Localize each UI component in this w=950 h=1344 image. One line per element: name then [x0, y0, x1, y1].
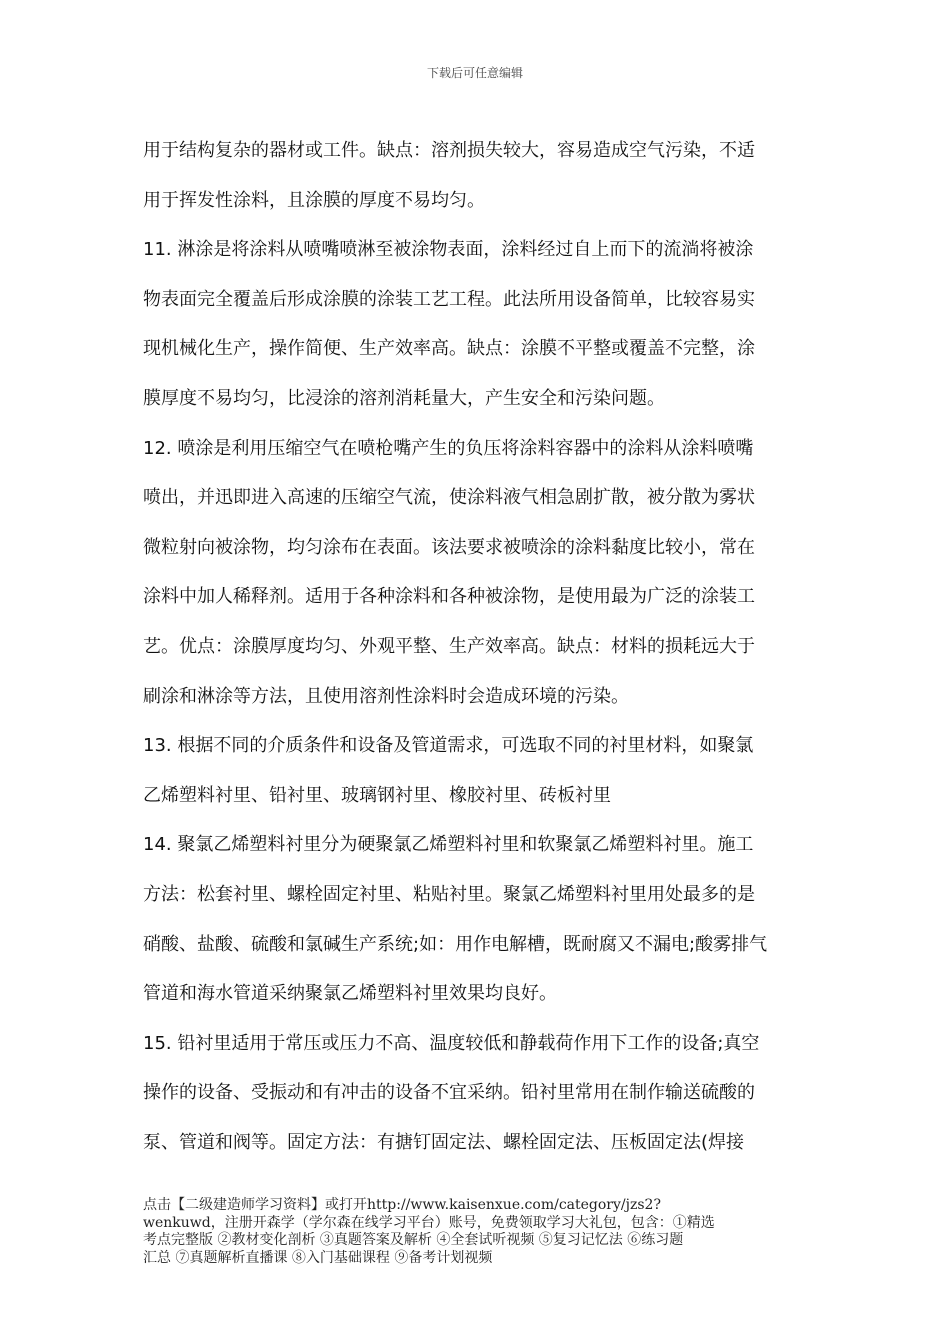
text-line: 13. 根据不同的介质条件和设备及管道需求，可选取不同的衬里材料，如聚氯 [143, 735, 754, 757]
text-line: 涂料中加人稀释剂。适用于各种涂料和各种被涂物，是使用最为广泛的涂装工 [143, 586, 755, 608]
promo-footer[interactable] [143, 1197, 808, 1267]
text-line: 膜厚度不易均匀，比浸涂的溶剂消耗量大，产生安全和污染问题。 [143, 387, 665, 409]
footer-line: 考点完整版 ②教材变化剖析 ③真题答案及解析 ④全套试听视频 ⑤复习记忆法 ⑥练习题 [143, 1232, 684, 1248]
text-line: 刷涂和淋涂等方法，且使用溶剂性涂料时会造成环境的污染。 [143, 685, 629, 707]
text-line: 乙烯塑料衬里、铅衬里、玻璃钢衬里、橡胶衬里、砖板衬里 [143, 784, 611, 806]
text-line: 现机械化生产，操作简便、生产效率高。缺点：涂膜不平整或覆盖不完整，涂 [143, 338, 755, 360]
text-line: 管道和海水管道采纳聚氯乙烯塑料衬里效果均良好。 [143, 983, 557, 1005]
text-line: 硝酸、盐酸、硫酸和氯碱生产系统;如：用作电解槽，既耐腐又不漏电;酸雾排气 [143, 933, 768, 955]
text-line: 操作的设备、受振动和有冲击的设备不宜采纳。铅衬里常用在制作输送硫酸的 [143, 1082, 755, 1104]
text-line: 用于结构复杂的器材或工件。缺点：溶剂损失较大，容易造成空气污染，不适 [143, 140, 755, 161]
text-line: 喷出，并迅即进入高速的压缩空气流，使涂料液气相急剧扩散，被分散为雾状 [143, 487, 755, 509]
text-line: 用于挥发性涂料，且涂膜的厚度不易均匀。 [143, 189, 485, 211]
footer-line[interactable]: 点击【二级建造师学习资料】或打开http://www.kaisenxue.com/category/jzs2? [143, 1197, 661, 1213]
footer-line: 汇总 ⑦真题解析直播课 ⑧入门基础课程 ⑨备考计划视频 [143, 1249, 493, 1266]
footer-line: wenkuwd，注册开森学（学尔森在线学习平台）账号，免费领取学习大礼包，包含：①精选 [143, 1214, 715, 1231]
text-line: 11. 淋涂是将涂料从喷嘴喷淋至被涂物表面，涂料经过自上而下的流淌将被涂 [143, 239, 754, 261]
body-text [143, 126, 808, 1167]
text-line: 艺。优点：涂膜厚度均匀、外观平整、生产效率高。缺点：材料的损耗远大于 [143, 635, 755, 657]
text-line: 15. 铅衬里适用于常压或压力不高、温度较低和静载荷作用下工作的设备;真空 [143, 1032, 760, 1054]
page-header: 下载后可任意编辑 [426, 66, 523, 80]
text-line: 泵、管道和阀等。固定方法：有搪钉固定法、螺栓固定法、压板固定法(焊接 [143, 1131, 745, 1153]
text-line: 12. 喷涂是利用压缩空气在喷枪嘴产生的负压将涂料容器中的涂料从涂料喷嘴 [143, 437, 754, 459]
text-line: 方法：松套衬里、螺栓固定衬里、粘贴衬里。聚氯乙烯塑料衬里用处最多的是 [143, 883, 755, 905]
text-line: 微粒射向被涂物，均匀涂布在表面。该法要求被喷涂的涂料黏度比较小，常在 [143, 536, 755, 558]
text-line: 物表面完全覆盖后形成涂膜的涂装工艺工程。此法所用设备简单，比较容易实 [143, 288, 755, 310]
text-line: 14. 聚氯乙烯塑料衬里分为硬聚氯乙烯塑料衬里和软聚氯乙烯塑料衬里。施工 [143, 834, 754, 856]
